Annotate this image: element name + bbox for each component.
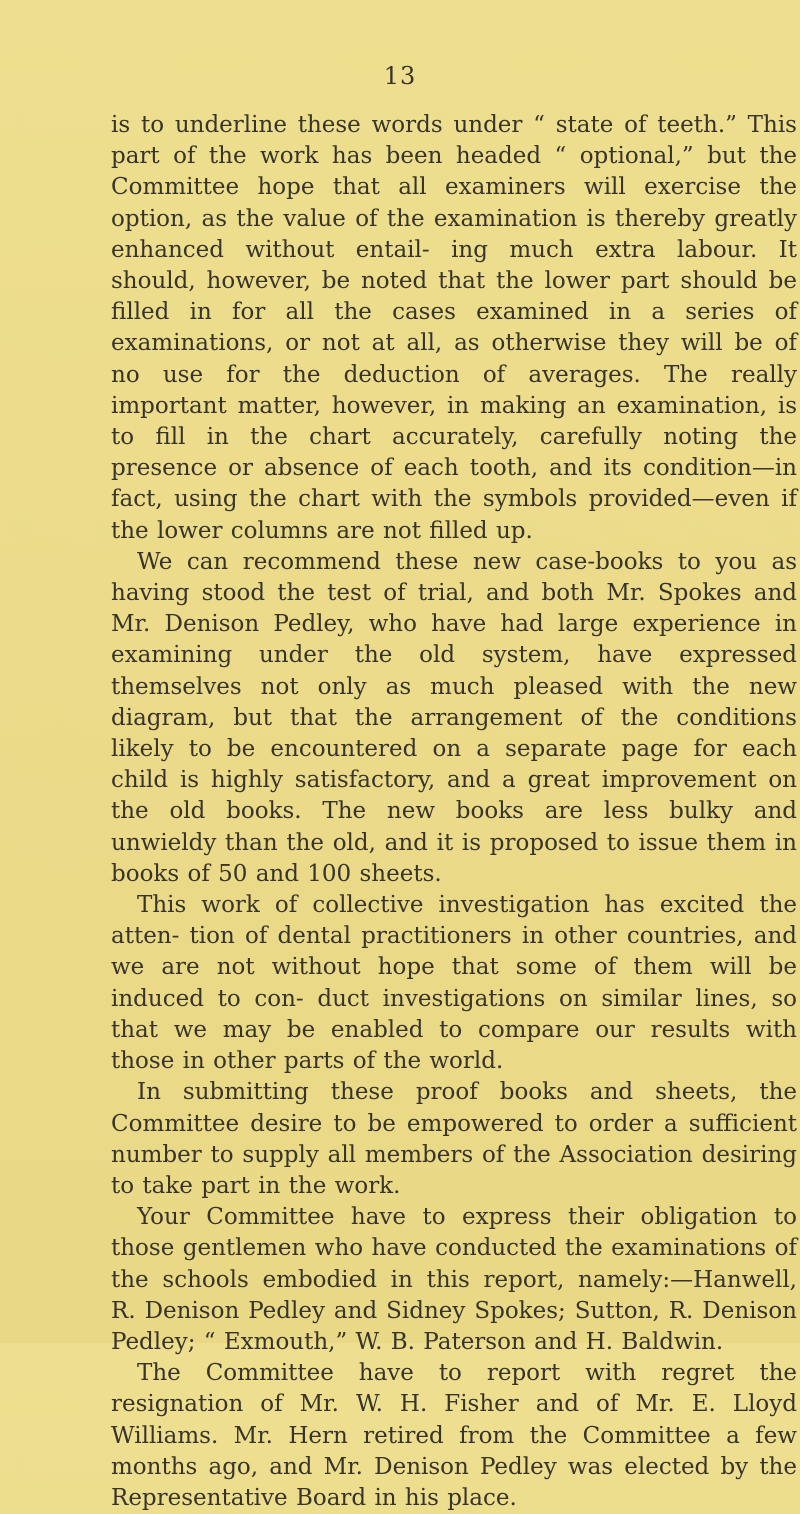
paragraph-obligation: Your Committee have to express their obligation to those gentlemen who have conducted the examinations of the schools embodied in this report, namely:—Hanwell, R. Denison Pedley and Sidney Spokes; Sutton, R. Denison Pedley; “ Exmouth,” W. B. Paterson and H. Baldwin.: [111, 1204, 797, 1355]
page-number: 13: [383, 62, 417, 90]
paragraph-collective-investigation: This work of collective investigation has excited the atten- tion of dental practitioners in other countries, and we are not without hope that some of them will be induced to con- duct investigations on similar lines, so that we may be enabled to compare our results with those in other parts of the world.: [111, 892, 797, 1075]
paragraph-proof-books: In submitting these proof books and sheets, the Committee desire to be empowered to order a sufficient number to supply all members of the Association desiring to take part in the work.: [111, 1079, 797, 1199]
paragraph-continuation: is to underline these words under “ state of teeth.” This part of the work has been headed “ optional,” but the Committee hope that all examiners will exercise the option, as the value of the examination is thereby greatly enhanced without entail- ing much extra labour. It should, however, be noted that the lower part should be filled in for all the cases examined in a series of examinations, or not at all, as otherwise they will be of no use for the deduction of averages. The really important matter, however, in making an examination, is to fill in the chart accurately, carefully noting the presence or absence of each tooth, and its condition—in fact, using the chart with the symbols provided—even if the lower columns are not filled up.: [111, 112, 797, 544]
paragraph-case-books: We can recommend these new case-books to you as having stood the test of trial, and both Mr. Spokes and Mr. Denison Pedley, who have had large experience in examining under the old system, have expressed themselves not only as much pleased with the new diagram, but that the arrangement of the conditions likely to be encountered on a separate page for each child is highly satisfactory, and a great improvement on the old books. The new books are less bulky and unwieldy than the old, and it is proposed to issue them in books of 50 and 100 sheets.: [111, 548, 797, 887]
body-text: [111, 110, 797, 1514]
paragraph-resignation: The Committee have to report with regret the resignation of Mr. W. H. Fisher and of Mr. E. Lloyd Williams. Mr. Hern retired from the Committee a few months ago, and Mr. Denison Pedley was elected by the Representative Board in his place.: [111, 1360, 797, 1511]
